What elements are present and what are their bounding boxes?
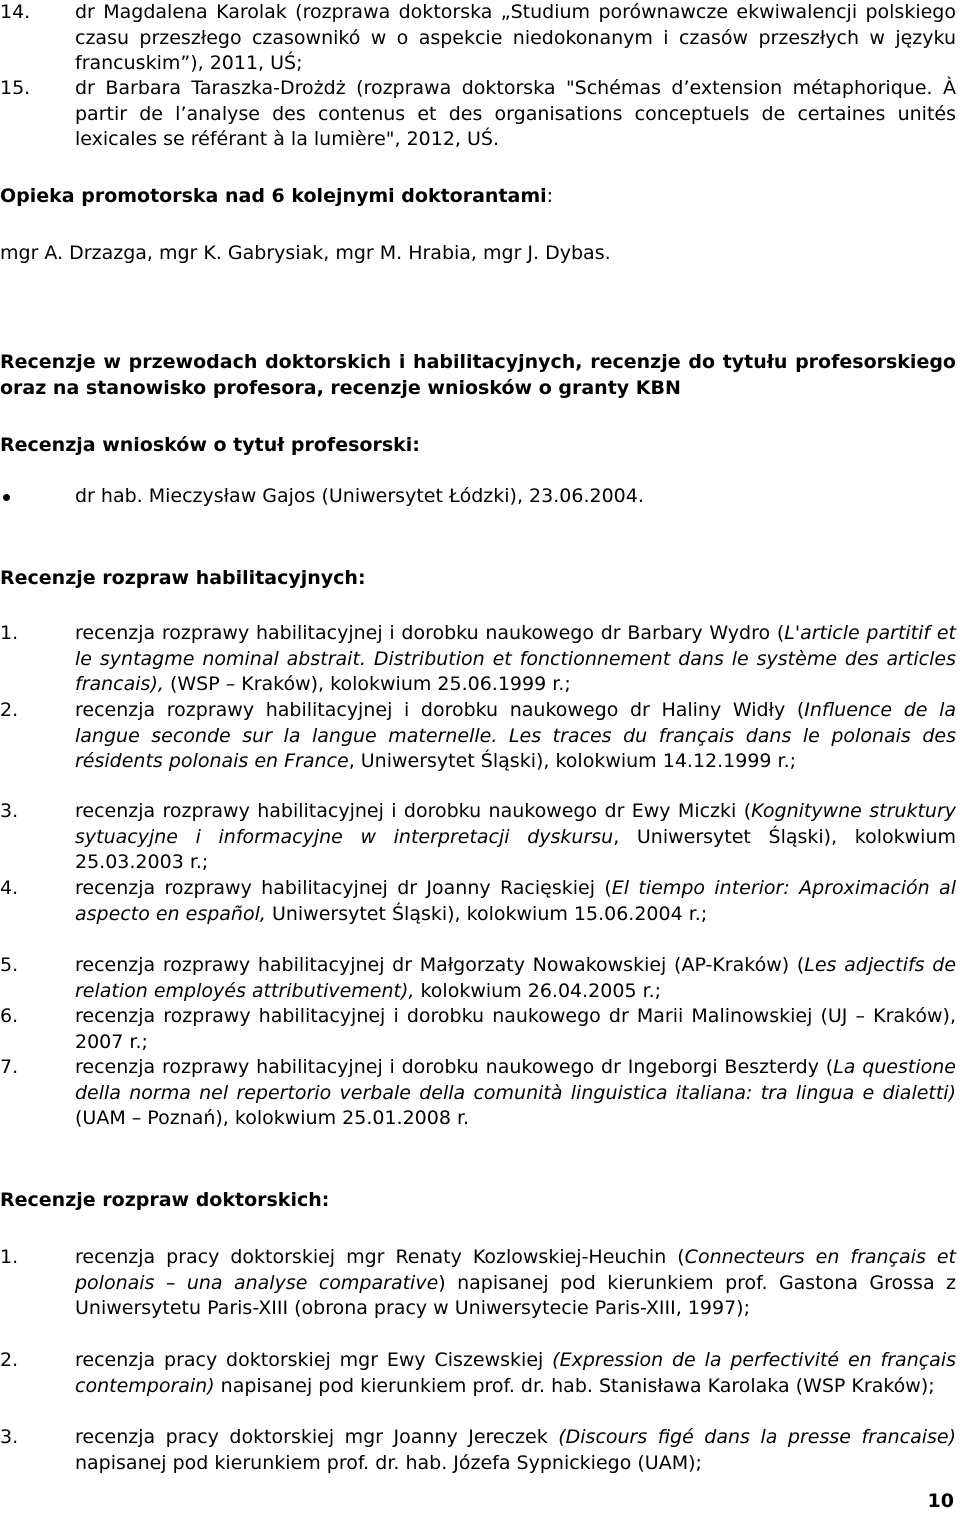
item-text-pre: recenzja pracy doktorskiej mgr Ewy Ciszewskiej — [75, 1349, 553, 1371]
item-text: dr Magdalena Karolak (rozprawa doktorska „Studium porównawcze ekwiwalencji polskiego czasu przeszłego czasownikó w o aspekcie niedokonanym i czasów przeszłych w języku francuskim”), 2011, UŚ; — [75, 1, 956, 74]
item-text-pre: recenzja rozprawy habilitacyjnej dr Małgorzaty Nowakowskiej (AP-Kraków) ( — [75, 954, 805, 976]
doctoral-item — [0, 1425, 956, 1476]
habilitation-item — [0, 799, 956, 876]
item-text-italic: (Expression de la perfectivité en français contemporain) — [75, 1349, 957, 1397]
bullet-text: dr hab. Mieczysław Gajos (Uniwersytet Łódzki), 23.06.2004. — [75, 485, 644, 507]
item-text — [75, 1004, 956, 1055]
item-number: 3. — [0, 1426, 19, 1448]
item-number: 4. — [0, 877, 19, 899]
item-text: dr Barbara Taraszka-Drożdż (rozprawa doktorska "Schémas d’extension métaphorique. À partir de l’analyse des contenus et des organisations conceptuels de certaines unités lexicales se référant à la lumière", 2012, UŚ. — [75, 77, 956, 150]
item-number: 3. — [0, 800, 19, 822]
item-text — [75, 876, 956, 927]
habilitation-item — [0, 698, 956, 775]
item-text — [75, 621, 956, 698]
item-text — [75, 1245, 956, 1322]
item-text-italic: (Discours figé dans la presse francaise) — [558, 1426, 957, 1448]
item-text-pre: recenzja pracy doktorskiej mgr Joanny Jereczek — [75, 1426, 559, 1448]
supervision-heading: Opieka promotorska nad 6 kolejnymi doktorantami — [0, 185, 547, 207]
item-number: 14. — [0, 1, 31, 23]
reviews-section-heading: Recenzje w przewodach doktorskich i habilitacyjnych, recenzje do tytułu profesorskiego oraz na stanowisko profesora, recenzje wniosków o granty KBN — [0, 351, 956, 399]
item-text-italic: Les adjectifs de relation employés attributivement), — [75, 954, 957, 1002]
item-text-post: , Uniwersytet Śląski), kolokwium 14.12.1999 r.; — [348, 750, 797, 772]
list-item — [0, 0, 956, 77]
supervision-colon: : — [546, 185, 554, 207]
item-text-pre: recenzja rozprawy habilitacyjnej i dorobku naukowego dr Ingeborgi Beszterdy ( — [75, 1056, 834, 1078]
item-text-post: ) napisanej pod kierunkiem prof. Gastona Grossa z Uniwersytetu Paris-XIII (obrona pracy w Uniwersytecie Paris-XIII, 1997); — [75, 1271, 956, 1319]
item-text-pre: recenzja rozprawy habilitacyjnej dr Joanny Racięskiej ( — [75, 877, 612, 899]
item-text-post: Uniwersytet Śląski), kolokwium 15.06.2004 r.; — [265, 902, 708, 925]
bullet-item — [0, 484, 956, 509]
habilitation-heading: Recenzje rozpraw habilitacyjnych: — [0, 567, 366, 589]
item-text-italic: El tiempo interior: Aproximación al aspecto en español, — [75, 877, 956, 925]
bullet-icon — [0, 484, 75, 509]
item-number: 2. — [0, 699, 19, 721]
item-text-pre: recenzja rozprawy habilitacyjnej i dorobku naukowego dr Barbary Wydro ( — [75, 622, 785, 644]
item-text-italic: Influence de la langue seconde sur la langue maternelle. Les traces du français dans le polonais des résidents polonais en France — [75, 699, 956, 772]
item-text — [75, 1425, 956, 1476]
habilitation-item — [0, 1004, 956, 1055]
doctoral-item — [0, 1245, 956, 1322]
item-text-italic: Kognitywne struktury sytuacyjne i informacyjne w interpretacji dyskursu — [75, 800, 956, 848]
list-item — [0, 76, 956, 153]
item-text-pre: recenzja pracy doktorskiej mgr Renaty Kozlowskiej-Heuchin ( — [75, 1246, 685, 1268]
item-text-post: , Uniwersytet Śląski), kolokwium 25.03.2003 r.; — [75, 825, 956, 873]
item-number: 5. — [0, 954, 19, 976]
item-text-post: napisanej pod kierunkiem prof. dr. hab. Stanisława Karolaka (WSP Kraków); — [214, 1374, 935, 1397]
item-number: 15. — [0, 77, 31, 99]
page-number: 10 — [927, 1490, 954, 1512]
item-text-post: kolokwium 26.04.2005 r.; — [414, 979, 662, 1002]
item-text-pre: recenzja rozprawy habilitacyjnej i dorobku naukowego dr Marii Malinowskiej (UJ – Kraków), 2007 r.; — [75, 1005, 956, 1053]
habilitation-item — [0, 621, 956, 698]
item-number: 6. — [0, 1005, 19, 1027]
item-number: 7. — [0, 1056, 19, 1078]
item-text — [75, 698, 956, 775]
item-text — [75, 953, 956, 1004]
item-number: 1. — [0, 1246, 19, 1268]
item-text-italic: La questione della norma nel repertorio verbale della comunità linguistica italiana: tra lingua e dialetti) — [75, 1056, 956, 1104]
item-text — [75, 1055, 956, 1132]
item-text-post: napisanej pod kierunkiem prof. dr. hab. Józefa Sypnickiego (UAM); — [75, 1451, 702, 1474]
item-text-pre: recenzja rozprawy habilitacyjnej i dorobku naukowego dr Haliny Widły ( — [75, 699, 805, 721]
habilitation-item — [0, 876, 956, 927]
item-text-italic: L'article partitif et le syntagme nominal abstrait. Distribution et fonctionnement dans le système des articles francais), — [75, 622, 956, 695]
item-text — [75, 1348, 956, 1399]
habilitation-item — [0, 953, 956, 1004]
doctoral-item — [0, 1348, 956, 1399]
professor-title-heading: Recenzja wniosków o tytuł profesorski: — [0, 434, 420, 456]
item-number: 1. — [0, 622, 19, 644]
item-text-post: (WSP – Kraków), kolokwium 25.06.1999 r.; — [163, 673, 571, 695]
item-text — [75, 799, 956, 876]
item-text-pre: recenzja rozprawy habilitacyjnej i dorobku naukowego dr Ewy Miczki ( — [75, 800, 752, 822]
supervision-heading-line — [0, 184, 956, 209]
item-text-post: (UAM – Poznań), kolokwium 25.01.2008 r. — [75, 1107, 470, 1129]
item-number: 2. — [0, 1349, 19, 1371]
item-text-italic: Connecteurs en français et polonais – una analyse comparative — [75, 1246, 956, 1294]
supervision-names: mgr A. Drzazga, mgr K. Gabrysiak, mgr M. Hrabia, mgr J. Dybas. — [0, 242, 611, 264]
habilitation-item — [0, 1055, 956, 1132]
doctoral-heading: Recenzje rozpraw doktorskich: — [0, 1189, 330, 1211]
